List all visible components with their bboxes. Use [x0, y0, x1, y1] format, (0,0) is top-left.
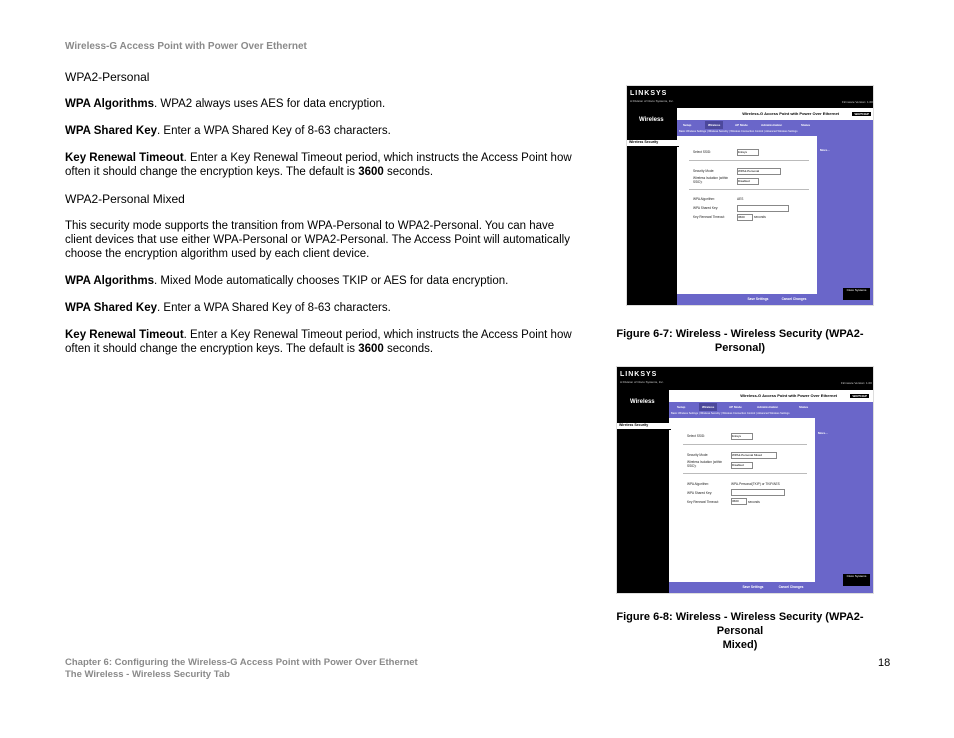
- shared-key-label: WPA Shared Key:: [687, 491, 713, 495]
- algorithm-label: WPA Algorithm:: [693, 197, 715, 201]
- desc: . Enter a WPA Shared Key of 8-63 characters.: [157, 125, 391, 137]
- tab-status[interactable]: Status: [801, 123, 811, 127]
- wpa2-mixed-section: [65, 192, 575, 356]
- nav-tabs: [669, 402, 873, 412]
- sub-nav[interactable]: Basic Wireless Settings | Wireless Security | Wireless Connection Control | Advanced Wireless Settings: [677, 130, 874, 136]
- select-ssid-dropdown[interactable]: linksys: [737, 149, 759, 156]
- term: WPA Shared Key: [65, 302, 158, 314]
- tab-wireless[interactable]: Wireless: [705, 121, 723, 129]
- renewal-label: Key Renewal Timeout:: [687, 500, 719, 504]
- divider: [689, 160, 809, 161]
- model-name: WAP54GP: [852, 394, 867, 398]
- page-number: 18: [878, 657, 891, 669]
- security-mode-dropdown[interactable]: WPA2-Personal: [737, 168, 781, 175]
- term: WPA Shared Key: [65, 125, 158, 137]
- left-label: Wireless Security: [627, 140, 679, 147]
- figure-6-8-screenshot: [616, 366, 874, 594]
- linksys-logo: LINKSYS: [630, 90, 668, 97]
- footer-section: The Wireless - Wireless Security Tab: [65, 669, 230, 680]
- renewal-input[interactable]: 3600: [737, 214, 753, 221]
- renewal-label: Key Renewal Timeout:: [693, 215, 725, 219]
- wpa2-mixed-title: WPA2-Personal Mixed: [65, 192, 185, 206]
- nav-tabs: [677, 120, 873, 130]
- caption-line1: Figure 6-8: Wireless - Wireless Security (WPA2-Personal: [616, 611, 864, 637]
- firmware-version: Firmware Version: 1.00: [842, 100, 873, 104]
- isolation-label: Wireless Isolation (within SSID):: [687, 460, 723, 468]
- tab-administration[interactable]: Administration: [761, 123, 783, 127]
- renewal-input[interactable]: 3600: [731, 498, 747, 505]
- tab-administration[interactable]: Administration: [757, 405, 779, 409]
- security-mode-label: Security Mode:: [687, 453, 709, 457]
- sub-nav[interactable]: Basic Wireless Settings | Wireless Security | Wireless Connection Control | Advanced Wireless Settings: [669, 412, 874, 418]
- product-name: Wireless-G Access Point with Power Over Ethernet: [740, 393, 837, 398]
- wpa2-mixed-renewal: [65, 328, 575, 356]
- figure-6-8-caption: [596, 610, 884, 652]
- wpa2-personal-renewal: [65, 151, 575, 179]
- isolation-label: Wireless Isolation (within SSID):: [693, 176, 729, 184]
- divider: [683, 444, 807, 445]
- security-mode-label: Security Mode:: [693, 169, 715, 173]
- select-ssid-label: Select SSID:: [687, 434, 706, 438]
- caption-line2: Personal): [714, 342, 766, 354]
- wpa2-personal-algorithms: [65, 97, 575, 111]
- help-link[interactable]: More...: [818, 431, 828, 435]
- desc: . Enter a WPA Shared Key of 8-63 characters.: [157, 302, 391, 314]
- wpa2-mixed-intro: This security mode supports the transition from WPA-Personal to WPA2-Personal. You can have client devices that use either WPA-Personal or WPA2-Personal. The Access Point will automatically choose the encryption algorithm used by each client device.: [65, 220, 570, 260]
- tab-ap-mode[interactable]: AP Mode: [729, 405, 742, 409]
- shared-key-input[interactable]: [737, 205, 789, 212]
- wpa2-personal-shared-key: [65, 124, 575, 138]
- model-name: WAP54GP: [854, 112, 869, 116]
- footer-chapter: Chapter 6: Configuring the Wireless-G Access Point with Power Over Ethernet: [65, 657, 418, 668]
- isolation-dropdown[interactable]: Disabled: [737, 178, 759, 185]
- divider: [689, 189, 809, 190]
- help-column: [817, 136, 873, 296]
- save-settings-button[interactable]: Save Settings: [747, 297, 769, 301]
- running-header: Wireless-G Access Point with Power Over Ethernet: [65, 41, 307, 52]
- cisco-logo: Cisco Systems: [843, 288, 870, 300]
- linksys-logo: LINKSYS: [620, 371, 658, 378]
- caption-line1: Figure 6-7: Wireless - Wireless Security (WPA2-: [616, 328, 864, 340]
- cisco-logo: Cisco Systems: [843, 574, 870, 586]
- default-value: 3600: [358, 166, 384, 178]
- desc: . WPA2 always uses AES for data encryption.: [154, 98, 386, 110]
- security-mode-dropdown[interactable]: WPA2-Personal Mixed: [731, 452, 777, 459]
- term: WPA Algorithms: [65, 98, 155, 110]
- product-line: [669, 390, 873, 402]
- algorithm-value: AES: [737, 197, 744, 201]
- caption-line2: Mixed): [722, 639, 758, 651]
- wpa2-personal-title: WPA2-Personal: [65, 70, 150, 84]
- tab-wireless[interactable]: Wireless: [699, 403, 717, 411]
- help-link[interactable]: More...: [820, 148, 830, 152]
- help-column: [815, 418, 873, 585]
- wpa2-mixed-shared-key: [65, 301, 575, 315]
- tab-status[interactable]: Status: [799, 405, 809, 409]
- desc: . Enter a Key Renewal Timeout period, which instructs the Access Point how often it should change the encryption keys. The default is: [65, 329, 572, 355]
- select-ssid-label: Select SSID:: [693, 150, 712, 154]
- firmware-version: Firmware Version: 1.00: [841, 381, 872, 385]
- shared-key-input[interactable]: [731, 489, 785, 496]
- suffix: seconds.: [383, 343, 434, 355]
- page-footer: [65, 657, 418, 681]
- cancel-changes-button[interactable]: Cancel Changes: [781, 297, 807, 301]
- tab-setup[interactable]: Setup: [677, 405, 686, 409]
- brand-sub: A Division of Cisco Systems, Inc.: [620, 380, 664, 384]
- shared-key-label: WPA Shared Key:: [693, 206, 719, 210]
- algorithm-label: WPA Algorithm:: [687, 482, 709, 486]
- figure-6-7-caption: [606, 327, 874, 355]
- suffix: seconds.: [383, 166, 434, 178]
- select-ssid-dropdown[interactable]: linksys: [731, 433, 753, 440]
- renewal-unit: seconds: [748, 500, 760, 504]
- term: Key Renewal Timeout: [65, 329, 184, 341]
- desc: . Mixed Mode automatically chooses TKIP or AES for data encryption.: [154, 275, 509, 287]
- save-settings-button[interactable]: Save Settings: [742, 585, 764, 589]
- product-name: Wireless-G Access Point with Power Over Ethernet: [742, 111, 839, 116]
- renewal-unit: seconds: [754, 215, 766, 219]
- wpa2-mixed-algorithms: [65, 274, 575, 288]
- section-title: Wireless: [630, 399, 655, 405]
- left-column: [627, 108, 677, 305]
- default-value: 3600: [358, 343, 384, 355]
- term: Key Renewal Timeout: [65, 152, 184, 164]
- tab-ap-mode[interactable]: AP Mode: [735, 123, 748, 127]
- brand-sub: A Division of Cisco Systems, Inc.: [630, 99, 674, 103]
- desc: . Enter a Key Renewal Timeout period, which instructs the Access Point how often it should change the encryption keys. The default is: [65, 152, 572, 178]
- wpa2-personal-section: [65, 70, 575, 179]
- algorithm-value: WPA-Personal(TKIP) or TKIP/AES: [731, 482, 780, 486]
- tab-setup[interactable]: Setup: [683, 123, 692, 127]
- left-column: [617, 390, 669, 593]
- section-title: Wireless: [639, 117, 664, 123]
- isolation-dropdown[interactable]: Disabled: [731, 462, 753, 469]
- left-label: Wireless Security: [617, 423, 671, 430]
- product-line: [677, 108, 874, 120]
- divider: [683, 473, 807, 474]
- term: WPA Algorithms: [65, 275, 155, 287]
- figure-6-7-screenshot: [626, 85, 874, 306]
- cancel-changes-button[interactable]: Cancel Changes: [778, 585, 804, 589]
